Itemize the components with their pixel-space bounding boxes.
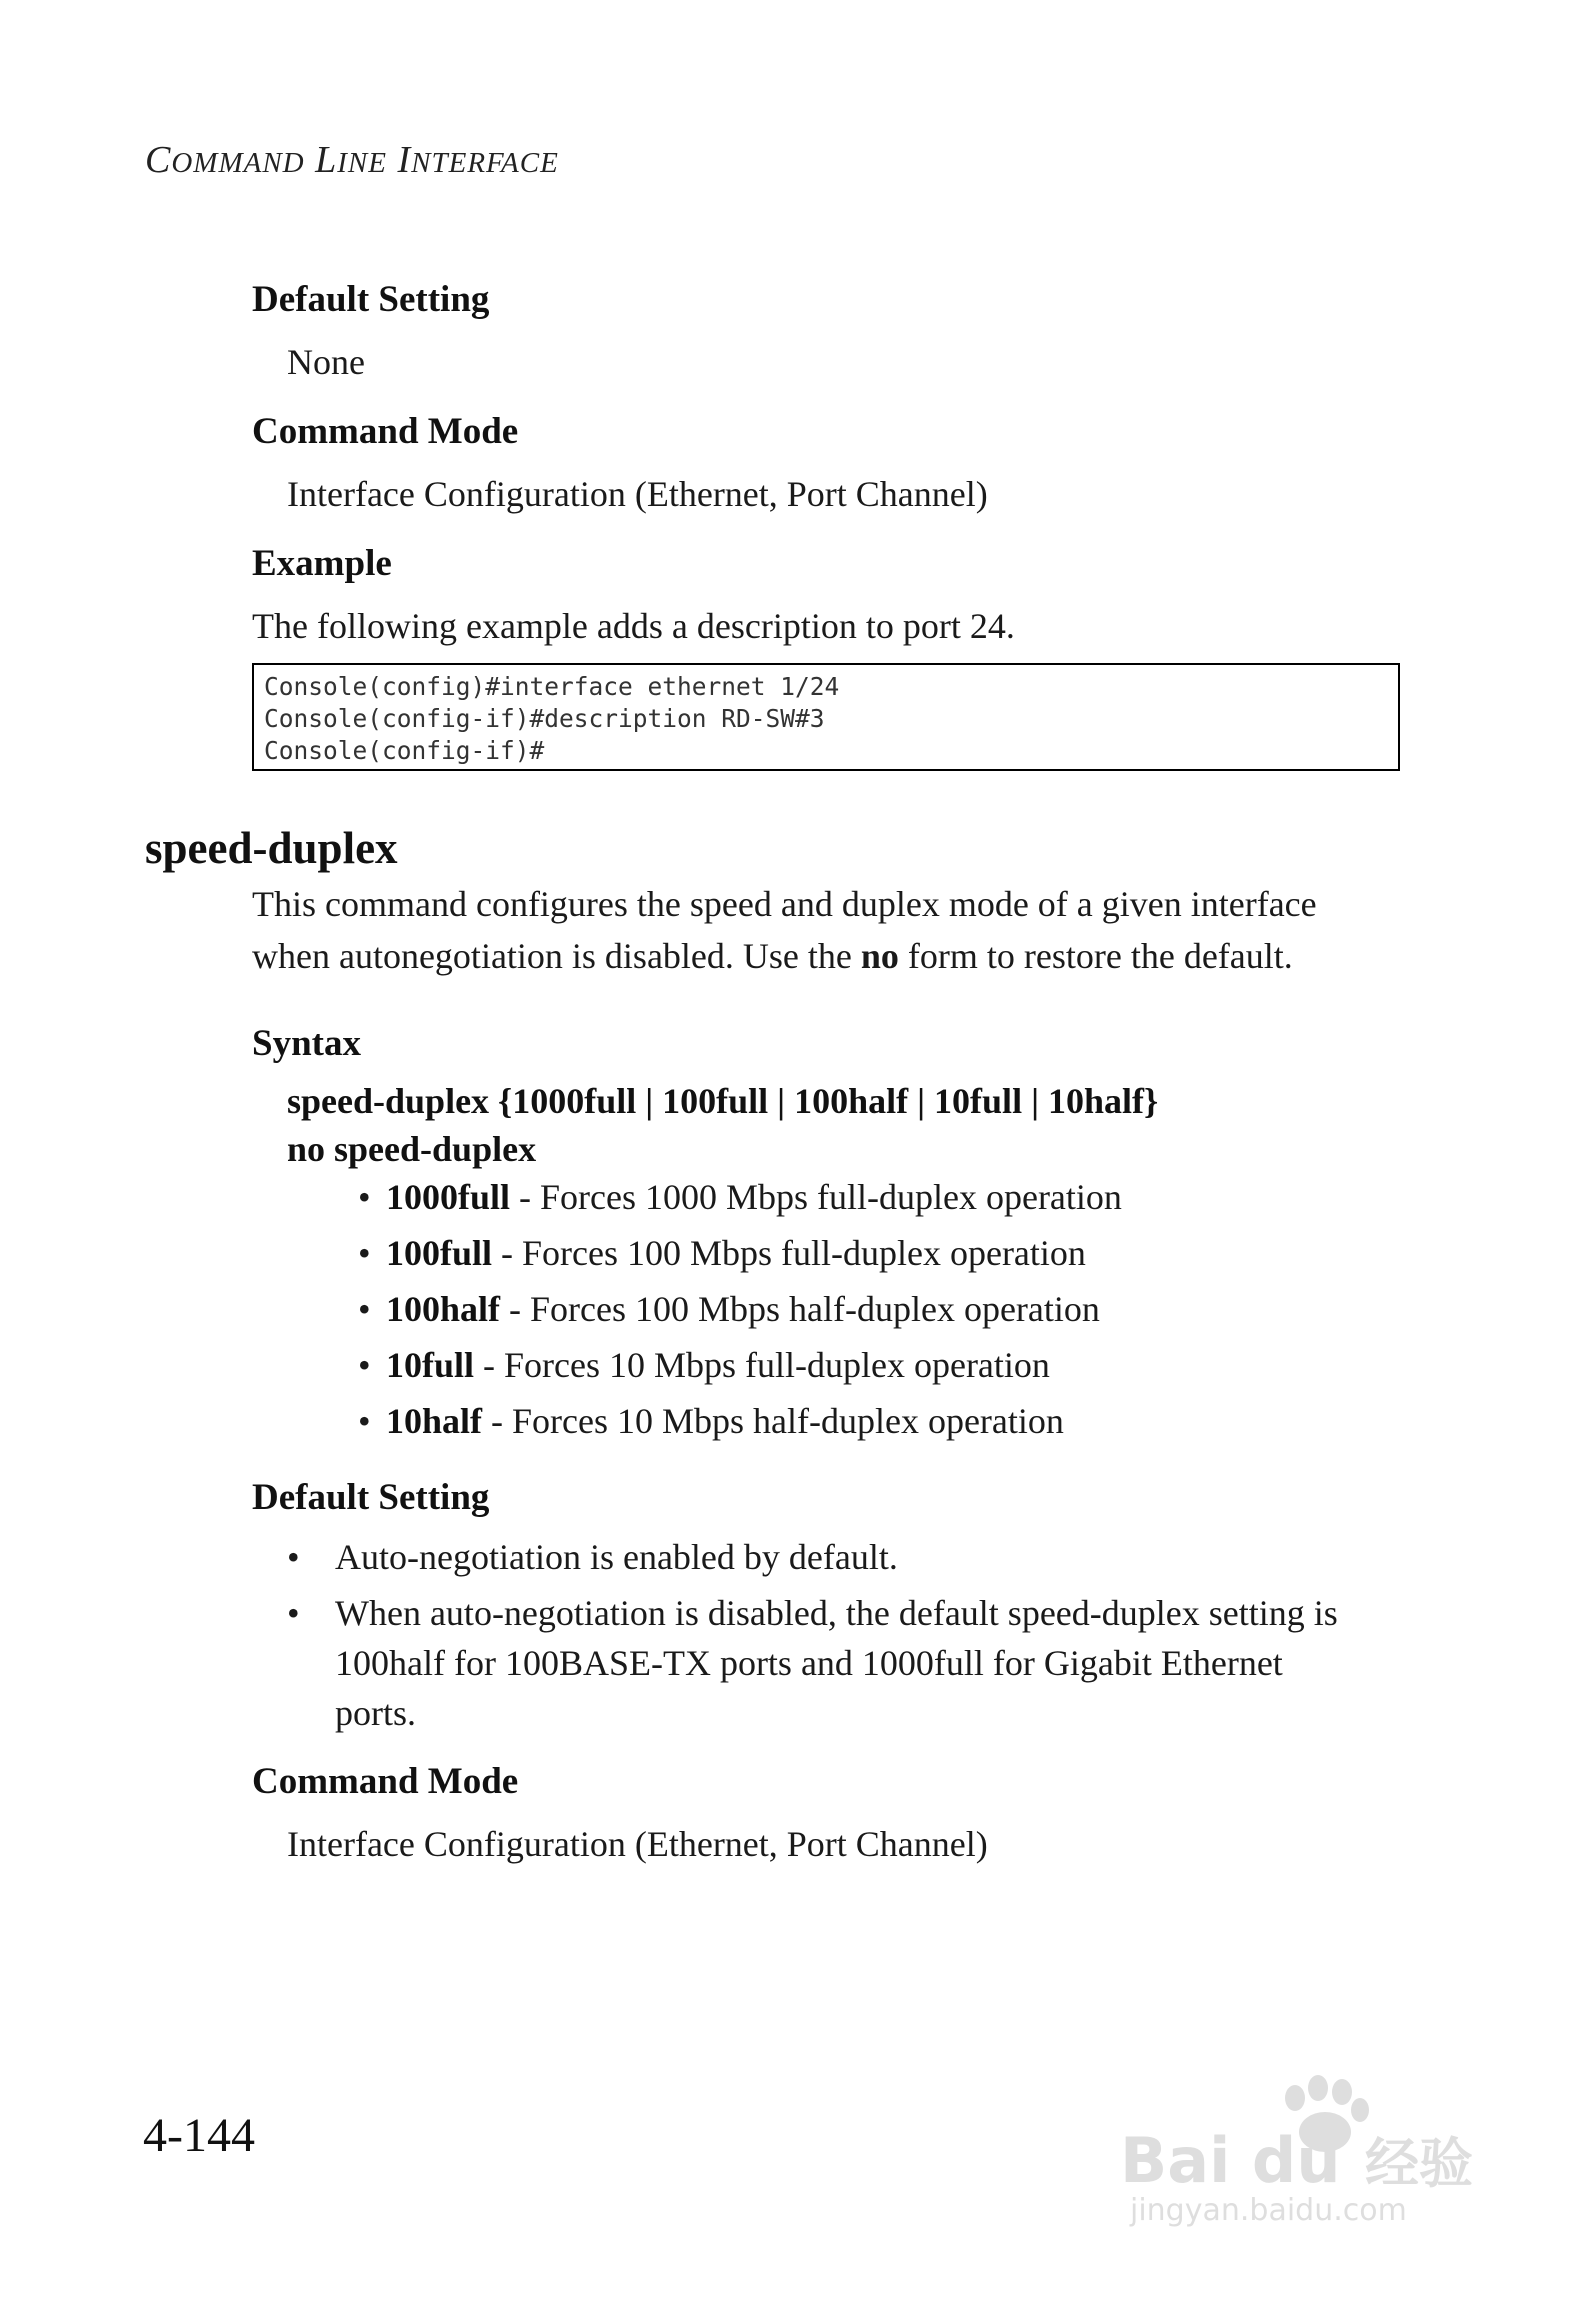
watermark-cn: 经验 (1365, 2132, 1473, 2195)
watermark-brand: Bai du (1120, 2124, 1341, 2197)
bullet-icon: • (358, 1401, 371, 1441)
page-number: 4-144 (143, 2109, 255, 2162)
default-bullet-marker: • (287, 1593, 300, 1633)
default-setting-value: None (287, 342, 365, 382)
command-mode-heading: Command Mode (252, 1761, 519, 1802)
bullet-icon: • (358, 1177, 371, 1217)
description-line: when autonegotiation is disabled. Use the no form to restore the default. (252, 936, 1293, 976)
section-description (252, 878, 1317, 982)
command-mode-value: Interface Configuration (Ethernet, Port Channel) (287, 1824, 988, 1864)
section-title: speed-duplex (145, 823, 398, 873)
code-line: Console(config)#interface ethernet 1/24 (264, 672, 840, 701)
watermark-url: jingyan.baidu.com (1130, 2193, 1407, 2228)
default-setting-heading: Default Setting (252, 279, 490, 320)
code-line: Console(config-if)# (264, 736, 545, 765)
bullet-icon: • (358, 1345, 371, 1385)
baidu-watermark-logo (1120, 2070, 1500, 2230)
description-line: This command configures the speed and duplex mode of a given interface (252, 884, 1317, 924)
option-item: • 1000full - Forces 1000 Mbps full-duplex operation (358, 1177, 1122, 1217)
default-bullet-marker: • (287, 1537, 300, 1577)
bullet-icon: • (358, 1233, 371, 1273)
option-item: • 10full - Forces 10 Mbps full-duplex operation (358, 1345, 1050, 1385)
command-mode-value: Interface Configuration (Ethernet, Port Channel) (287, 474, 988, 514)
no-keyword: no (860, 936, 899, 976)
command-mode-heading: Command Mode (252, 411, 519, 452)
running-head: COMMAND LINE INTERFACE (145, 139, 559, 181)
option-item: • 10half - Forces 10 Mbps half-duplex operation (358, 1401, 1064, 1441)
default-bullet-item: When auto-negotiation is disabled, the default speed-duplex setting is 100half for 100BASE-TX ports and 1000full for Gigabit Ethernet ports. (335, 1593, 1338, 1733)
option-item: • 100full - Forces 100 Mbps full-duplex operation (358, 1233, 1086, 1273)
default-setting-heading: Default Setting (252, 1477, 490, 1518)
syntax-no-line: no speed-duplex (287, 1129, 537, 1169)
code-line: Console(config-if)#description RD-SW#3 (264, 704, 825, 733)
option-item: • 100half - Forces 100 Mbps half-duplex operation (358, 1289, 1100, 1329)
syntax-line: speed-duplex {1000full | 100full | 100half | 10full | 10half} (287, 1081, 1159, 1121)
code-example-box (252, 663, 1400, 771)
bullet-icon: • (358, 1289, 371, 1329)
example-intro: The following example adds a description to port 24. (252, 606, 1015, 646)
default-bullet-item: Auto-negotiation is enabled by default. (335, 1537, 898, 1577)
syntax-heading: Syntax (252, 1023, 361, 1064)
example-heading: Example (252, 543, 392, 584)
